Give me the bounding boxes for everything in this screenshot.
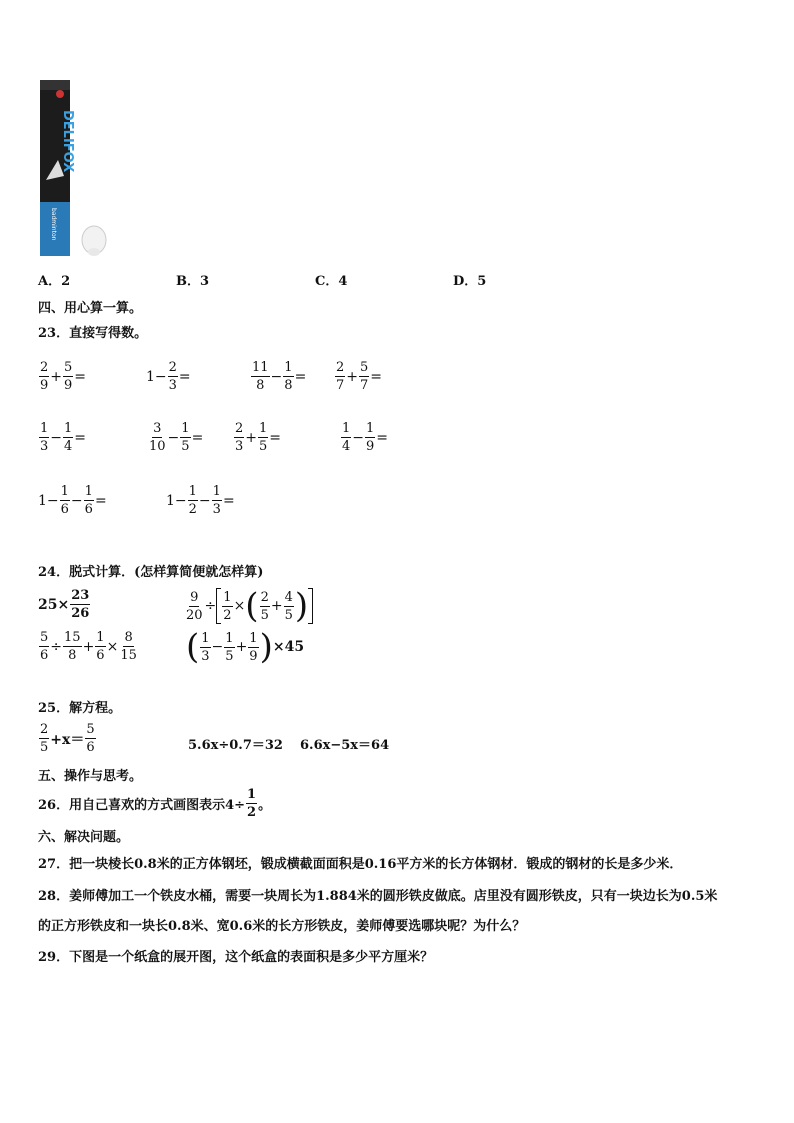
operator: − bbox=[70, 492, 83, 509]
fraction: $\frac{2}{3}$ bbox=[235, 421, 244, 454]
operator: = bbox=[269, 429, 282, 446]
operator: − bbox=[167, 429, 180, 446]
operator: 1− bbox=[38, 492, 59, 509]
q24-expr-1: 25× $\frac{23}{26}$ bbox=[38, 588, 90, 621]
operator: − bbox=[270, 368, 283, 385]
fraction: $\frac{1}{3}$ bbox=[212, 484, 221, 517]
fraction: $\frac{1}{6}$ bbox=[84, 484, 93, 517]
fraction: $\frac{1}{4}$ bbox=[342, 421, 351, 454]
fraction: $\frac{1}{6}$ bbox=[60, 484, 69, 517]
option-c: C．4 bbox=[315, 274, 348, 289]
operator: 1− bbox=[146, 368, 167, 385]
fraction: $\frac{2}{7}$ bbox=[336, 360, 345, 393]
fraction: $\frac{2}{9}$ bbox=[40, 360, 49, 393]
operator: = bbox=[178, 368, 191, 385]
q23-expression bbox=[38, 360, 86, 393]
q28-text-line-2: 的正方形铁皮和一块长0.8米、宽0.6米的长方形铁皮，姜师傅要选哪块呢？为什么？ bbox=[38, 919, 526, 934]
operator: + bbox=[50, 368, 63, 385]
option-d: D．5 bbox=[453, 274, 487, 289]
q23-expression bbox=[334, 360, 382, 393]
operator: = bbox=[94, 492, 107, 509]
q23-expression bbox=[340, 421, 388, 454]
q25-eq-2: 5.6x÷0.7＝32 bbox=[188, 738, 283, 753]
q24-expr-2: $\frac{9}{20}$ ÷ $\frac{1}{2}$ × ( $\frac{2}{5}$ + $\frac{4}{5}$ ) bbox=[184, 588, 313, 624]
q24-expr-3: $\frac{5}{6}$ ÷ $\frac{15}{8}$ + $\frac{1}{6}$ × $\frac{8}{15}$ bbox=[40, 630, 137, 663]
fraction: $\frac{3}{10}$ bbox=[149, 421, 166, 454]
q23-expression bbox=[233, 421, 281, 454]
q23-expression bbox=[146, 360, 191, 393]
svg-text:DELIFOX: DELIFOX bbox=[60, 110, 75, 173]
fraction: $\frac{11}{8}$ bbox=[252, 360, 269, 393]
operator: = bbox=[191, 429, 204, 446]
operator: 1− bbox=[166, 492, 187, 509]
fraction: $\frac{5}{7}$ bbox=[360, 360, 369, 393]
q23-expression bbox=[38, 421, 86, 454]
q23-expression bbox=[38, 484, 107, 517]
q23-expression bbox=[147, 421, 203, 454]
q25-title: 25．解方程。 bbox=[38, 701, 122, 716]
operator: − bbox=[352, 429, 365, 446]
fraction: $\frac{1}{4}$ bbox=[64, 421, 73, 454]
q27-text: 27．把一块棱长0.8米的正方体钢坯，锻成横截面面积是0.16平方米的长方体钢材．锻成的钢材的长是多少米． bbox=[38, 857, 683, 872]
option-b: B．3 bbox=[176, 274, 210, 289]
operator: = bbox=[294, 368, 307, 385]
operator: = bbox=[222, 492, 235, 509]
q25-eq-3: 6.6x−5x＝64 bbox=[300, 738, 390, 753]
operator: − bbox=[50, 429, 63, 446]
fraction: $\frac{1}{3}$ bbox=[40, 421, 49, 454]
fraction: $\frac{1}{5}$ bbox=[259, 421, 268, 454]
operator: = bbox=[74, 429, 87, 446]
q25-eq-1: $\frac{2}{5}$ +x＝ $\frac{5}{6}$ bbox=[40, 722, 95, 755]
section-6-heading: 六、解决问题。 bbox=[38, 830, 130, 845]
shuttlecock-tube-image bbox=[38, 80, 110, 260]
operator: + bbox=[245, 429, 258, 446]
operator: = bbox=[370, 368, 383, 385]
operator: + bbox=[346, 368, 359, 385]
q26-text: 26．用自己喜欢的方式画图表示4÷ $\frac{1}{2}$ 。 bbox=[38, 787, 272, 820]
operator: − bbox=[198, 492, 211, 509]
q28-text-line-1: 28．姜师傅加工一个铁皮水桶，需要一块周长为1.884米的圆形铁皮做底。店里没有圆形铁皮，只有一块边长为0.5米 bbox=[38, 889, 718, 904]
q23-title: 23．直接写得数。 bbox=[38, 326, 148, 341]
q24-expr-4: ( $\frac{1}{3}$ − $\frac{1}{5}$ + $\frac{1}{9}$ ) ×45 bbox=[186, 627, 305, 667]
fraction: $\frac{5}{9}$ bbox=[64, 360, 73, 393]
q29-text: 29．下图是一个纸盒的展开图，这个纸盒的表面积是多少平方厘米？ bbox=[38, 950, 434, 965]
operator: = bbox=[74, 368, 87, 385]
fraction: $\frac{1}{8}$ bbox=[284, 360, 293, 393]
option-a: A．2 bbox=[38, 274, 71, 289]
fraction: $\frac{1}{9}$ bbox=[366, 421, 375, 454]
section-5-heading: 五、操作与思考。 bbox=[38, 769, 143, 784]
svg-text:badminton: badminton bbox=[50, 208, 57, 241]
section-4-heading: 四、用心算一算。 bbox=[38, 301, 143, 316]
fraction: $\frac{1}{5}$ bbox=[181, 421, 190, 454]
fraction: $\frac{1}{2}$ bbox=[188, 484, 197, 517]
q23-expression bbox=[250, 360, 306, 393]
fraction: $\frac{2}{3}$ bbox=[168, 360, 177, 393]
q24-title: 24．脱式计算．(怎样算简便就怎样算) bbox=[38, 565, 264, 580]
operator: = bbox=[376, 429, 389, 446]
q23-expression bbox=[166, 484, 235, 517]
